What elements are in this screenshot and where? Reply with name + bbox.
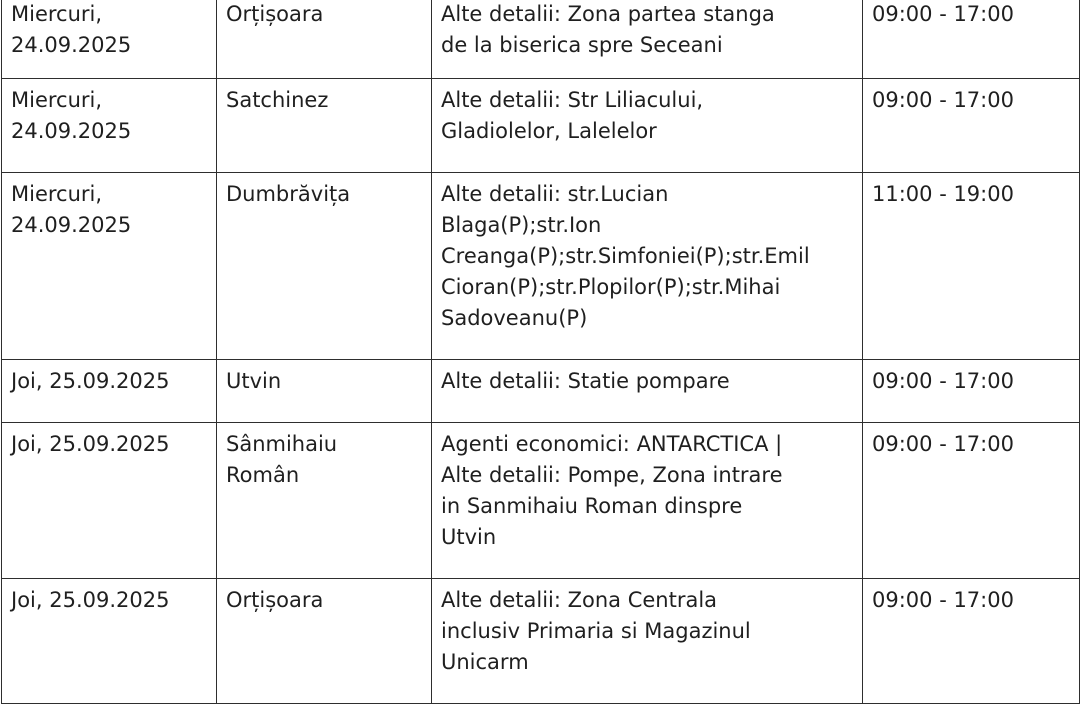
location-cell (217, 360, 432, 423)
date-cell (2, 0, 217, 79)
date-cell (2, 79, 217, 173)
time-text: 09:00 - 17:00 (872, 588, 1014, 612)
details-text: Agenti economici: ANTARCTICA | Alte detalii: Pompe, Zona intrare in Sanmihaiu Roman dinspre Utvin (441, 432, 783, 549)
outage-schedule-table (1, 0, 1080, 704)
date-cell (2, 423, 217, 579)
table-row (2, 360, 1080, 423)
date-text: Miercuri, 24.09.2025 (11, 182, 132, 237)
date-text: Joi, 25.09.2025 (11, 369, 170, 393)
time-text: 11:00 - 19:00 (872, 182, 1014, 206)
location-cell (217, 0, 432, 79)
details-text: Alte detalii: Zona Centrala inclusiv Primaria si Magazinul Unicarm (441, 588, 751, 674)
details-cell (432, 360, 863, 423)
time-text: 09:00 - 17:00 (872, 2, 1014, 26)
details-text: Alte detalii: Statie pompare (441, 369, 730, 393)
time-text: 09:00 - 17:00 (872, 432, 1014, 456)
location-cell (217, 579, 432, 704)
location-cell (217, 79, 432, 173)
date-text: Joi, 25.09.2025 (11, 588, 170, 612)
location-text: Utvin (226, 369, 282, 393)
time-text: 09:00 - 17:00 (872, 88, 1014, 112)
time-cell (863, 79, 1080, 173)
location-cell (217, 173, 432, 360)
details-cell (432, 79, 863, 173)
location-text: Sânmihaiu Român (226, 432, 338, 487)
details-cell (432, 0, 863, 79)
details-text: Alte detalii: str.Lucian Blaga(P);str.Ion Creanga(P);str.Simfoniei(P);str.Emil Cioran(P);str.Plopilor(P);str.Mihai Sadoveanu(P) (441, 182, 810, 330)
location-text: Orțișoara (226, 2, 324, 26)
details-cell (432, 579, 863, 704)
location-text: Satchinez (226, 88, 329, 112)
time-cell (863, 173, 1080, 360)
location-text: Orțișoara (226, 588, 324, 612)
table-row (2, 173, 1080, 360)
location-cell (217, 423, 432, 579)
time-cell (863, 423, 1080, 579)
time-text: 09:00 - 17:00 (872, 369, 1014, 393)
details-text: Alte detalii: Zona partea stanga de la biserica spre Seceani (441, 2, 775, 57)
table-row (2, 79, 1080, 173)
table-row (2, 423, 1080, 579)
time-cell (863, 360, 1080, 423)
date-cell (2, 579, 217, 704)
details-cell (432, 423, 863, 579)
date-cell (2, 173, 217, 360)
location-text: Dumbrăvița (226, 182, 351, 206)
time-cell (863, 0, 1080, 79)
details-cell (432, 173, 863, 360)
date-cell (2, 360, 217, 423)
date-text: Joi, 25.09.2025 (11, 432, 170, 456)
table-row (2, 579, 1080, 704)
time-cell (863, 579, 1080, 704)
details-text: Alte detalii: Str Liliacului, Gladiolelor, Lalelelor (441, 88, 704, 143)
table-row (2, 0, 1080, 79)
date-text: Miercuri, 24.09.2025 (11, 2, 132, 57)
date-text: Miercuri, 24.09.2025 (11, 88, 132, 143)
